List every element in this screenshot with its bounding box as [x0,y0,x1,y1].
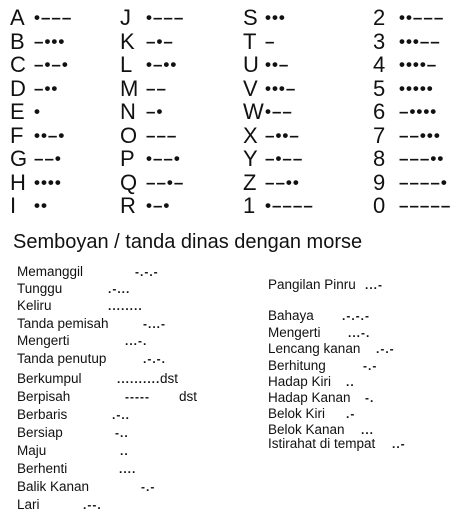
morse-character: F [10,122,24,148]
signal-label: Keliru [17,298,52,313]
signal-label: Mengerti [268,325,321,340]
morse-character: 2 [373,5,386,30]
signal-label: Balik Kanan [17,479,90,494]
morse-character: R [120,193,136,218]
morse-character: C [10,52,26,77]
morse-character: 5 [373,75,386,101]
signal-label: Hadap Kiri [268,374,332,389]
morse-code: ••–• [34,125,66,145]
section-title: Semboyan / tanda dinas dengan morse [13,231,363,253]
signal-code: -. [365,391,375,405]
morse-character: K [120,28,135,54]
signal-label: Mengerti [17,333,70,348]
morse-code: •––– [34,8,73,27]
signal-code: .... [119,462,137,476]
morse-character: H [10,169,26,195]
signal-code: .. [346,375,355,389]
morse-code: •–• [146,196,171,215]
morse-character: X [243,122,258,148]
signal-label: Tanda penutup [17,351,107,366]
signal-label: Berpisah [17,389,71,404]
signal-label: Berhenti [17,461,68,476]
signal-label: Berbaris [17,407,68,422]
morse-character: O [120,122,138,148]
morse-character: U [243,52,259,77]
signal-code: ...- [365,278,383,292]
signal-label: Belok Kiri [268,406,326,421]
morse-character: 4 [373,52,386,77]
signal-label: Tanda pemisah [17,316,109,331]
morse-code: •••– [265,78,297,98]
morse-code: ••••• [399,78,434,98]
signal-code: .- [346,407,356,421]
morse-code: •–– [265,102,293,121]
signal-label: Bersiap [17,425,63,440]
signal-label: Berkumpul [17,371,82,386]
morse-code: – [265,31,276,51]
morse-character: Z [243,169,257,195]
signal-code: .-.- [376,342,395,356]
morse-character: P [120,146,135,171]
morse-code: ––••• [399,125,441,145]
signal-code: .. [120,444,129,458]
signal-label: Lari [17,497,40,512]
signal-label: Berhitung [268,358,326,373]
signal-code: ... [361,423,375,437]
morse-code: ••• [265,8,286,27]
morse-code: –––•• [399,149,445,168]
signal-code: -.. [115,426,129,440]
morse-character: 6 [373,99,386,124]
morse-code: –•–– [265,149,304,168]
morse-code: •––– [146,8,185,27]
morse-code: •••• [34,172,62,192]
morse-code: ––•• [265,172,300,192]
morse-character: M [120,75,139,101]
signal-label: Istirahat di tempat [268,436,376,451]
morse-code: ––– [146,125,178,145]
morse-code: –•–• [34,55,69,74]
morse-character: V [243,75,258,101]
signal-label: Memanggil [17,264,84,279]
morse-code: ––––– [399,196,452,215]
morse-code: ••––– [399,8,445,27]
morse-character: I [10,193,17,218]
signal-label: Lencang kanan [268,341,361,356]
morse-code: –•– [146,31,174,51]
morse-code: ••••– [399,55,438,74]
signal-code: .-.-. [143,352,166,366]
morse-character: N [120,99,136,124]
morse-character: L [120,52,133,77]
morse-code: –•• [34,78,59,98]
morse-code: ••– [265,55,290,74]
morse-character: 7 [373,122,386,148]
signal-label: Hadap Kanan [268,390,351,405]
morse-code: •––• [146,149,181,168]
morse-character: B [10,28,25,54]
signal-code: .-... [108,282,131,296]
signal-code: .--. [83,498,102,512]
signal-label: Tunggu [17,281,63,296]
morse-character: J [120,5,131,30]
morse-code: –– [146,78,167,98]
morse-code: –••– [265,125,300,145]
morse-code: •••–– [399,31,441,51]
signal-code: -.- [141,480,156,494]
morse-character: 3 [373,28,386,54]
signal-code: ----- [125,390,150,404]
morse-code: •• [34,196,48,215]
morse-character: T [243,28,257,54]
signal-code: ...-. [125,334,148,348]
signal-extra: dst [179,389,198,404]
signal-code: -.-.- [135,265,159,279]
morse-character: D [10,75,26,101]
signal-code: ..- [392,437,406,451]
morse-code: •–––– [265,196,314,215]
signal-code: -.- [363,359,378,373]
signal-code: -...- [143,317,166,331]
morse-code: •–•• [146,55,178,74]
signal-code: .-.. [112,408,130,422]
morse-character: Y [243,146,258,171]
morse-code: ––––• [399,172,448,192]
morse-code: • [34,102,41,121]
morse-character: E [10,99,25,124]
signal-code: ...-. [348,326,371,340]
morse-code: –• [146,102,164,121]
signal-label: Bahaya [268,308,314,323]
signal-label: Belok Kanan [268,422,345,437]
morse-character: 1 [243,193,256,218]
morse-character: 8 [373,146,386,171]
morse-code: ––•– [146,172,185,192]
morse-code: –••• [34,31,66,51]
signal-label: Maju [17,443,47,458]
morse-character: S [243,5,258,30]
signal-label: Pangilan Pinru [268,277,356,292]
morse-character: Q [120,169,138,195]
signal-code: .-.-.- [342,309,370,323]
signal-code: ........ [108,299,143,313]
morse-character: A [10,5,25,30]
morse-character: W [243,99,264,124]
morse-character: 9 [373,169,386,195]
morse-code: ––• [34,149,62,168]
signal-extra: dst [160,371,179,386]
morse-code: –•••• [399,102,438,121]
signal-code: .......... [117,372,161,386]
morse-character: 0 [373,193,386,218]
morse-character: G [10,146,28,171]
